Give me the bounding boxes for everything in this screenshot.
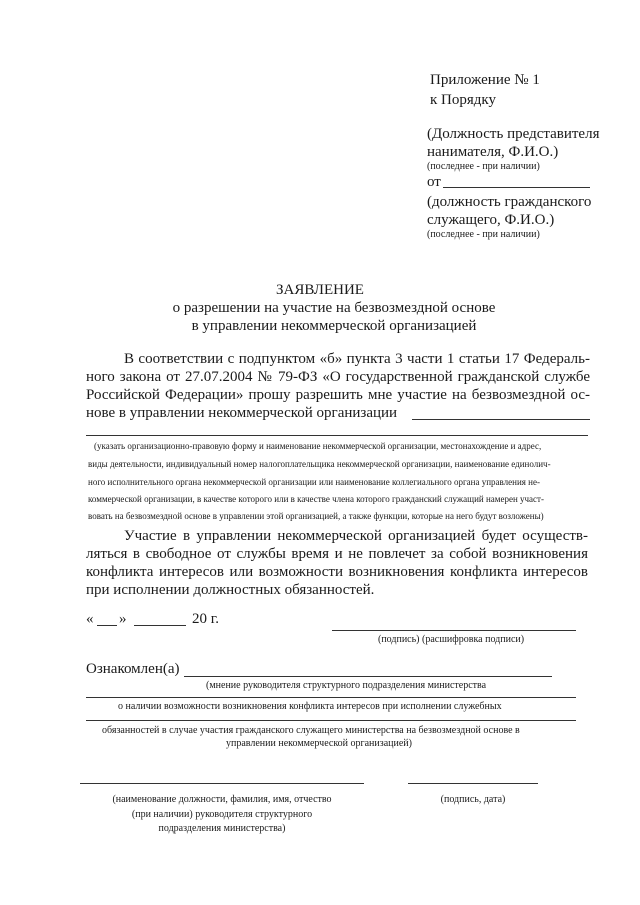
organization-blank-line-2 bbox=[86, 435, 588, 436]
servant-note: (последнее - при наличии) bbox=[427, 229, 540, 240]
employer-rep-line-1: (Должность представителя bbox=[427, 126, 600, 142]
paragraph-1-line-3: Российской Федерации» прошу разрешить мне участие на безвозмездной ос- bbox=[86, 387, 590, 403]
employer-rep-line-2: нанимателя, Ф.И.О.) bbox=[427, 144, 559, 160]
organization-hint-line-5: вовать на безвозмездной основе в управлении этой организацией, а также функции, которые на него будут возложены) bbox=[88, 511, 544, 521]
paragraph-2-line-2: ляться в свободное от службы время и не повлечет за собой возникновения bbox=[86, 546, 588, 562]
signature-hint: (подпись) (расшифровка подписи) bbox=[378, 634, 525, 645]
head-name-hint-3: подразделения министерства) bbox=[158, 823, 286, 834]
signature-blank-line bbox=[332, 630, 576, 631]
acquainted-hint-3: обязанностей в случае участия гражданского служащего министерства на безвозмездной основе в bbox=[102, 725, 520, 736]
organization-hint-line-3: ного исполнительного органа некоммерческой организации или наименование коллегиального органа управления не- bbox=[88, 477, 540, 487]
employer-rep-note: (последнее - при наличии) bbox=[427, 161, 540, 172]
order-label: к Порядку bbox=[430, 92, 496, 108]
paragraph-2-line-3: конфликта интересов или возможности возникновения конфликта интересов bbox=[86, 564, 588, 580]
date-year: 20 г. bbox=[192, 611, 219, 627]
acquainted-hint-4: управлении некоммерческой организацией) bbox=[226, 738, 412, 749]
acquainted-label: Ознакомлен(а) bbox=[86, 661, 180, 677]
organization-blank-line bbox=[412, 419, 590, 420]
paragraph-1-line-1: В соответствии с подпунктом «б» пункта 3 части 1 статьи 17 Федераль- bbox=[124, 351, 590, 367]
from-label: от bbox=[427, 174, 441, 190]
servant-line-1: (должность гражданского bbox=[427, 194, 592, 210]
document-title: ЗАЯВЛЕНИЕ bbox=[276, 282, 364, 298]
organization-hint-line-1: (указать организационно-правовую форму и наименование некоммерческой организации, местонахождение и адрес, bbox=[94, 441, 542, 451]
paragraph-2-line-4: при исполнении должностных обязанностей. bbox=[86, 582, 375, 598]
date-day-blank bbox=[97, 625, 117, 626]
head-name-blank-line bbox=[80, 783, 364, 784]
acquainted-hint-1: (мнение руководителя структурного подразделения министерства bbox=[206, 680, 487, 691]
organization-hint-line-2: виды деятельности, индивидуальный номер налогоплательщика некоммерческой организации, наименование единолич- bbox=[88, 459, 551, 469]
head-name-hint-2: (при наличии) руководителя структурного bbox=[131, 809, 313, 820]
paragraph-1-line-4: нове в управлении некоммерческой организации bbox=[86, 405, 398, 421]
document-subtitle-2: в управлении некоммерческой организацией bbox=[191, 318, 477, 334]
acquainted-blank-line bbox=[184, 676, 552, 677]
acquainted-hint-2: о наличии возможности возникновения конфликта интересов при исполнении служебных bbox=[118, 701, 502, 712]
document-subtitle-1: о разрешении на участие на безвозмездной основе bbox=[172, 300, 496, 316]
date-close-quote: » bbox=[119, 611, 127, 627]
servant-line-2: служащего, Ф.И.О.) bbox=[427, 212, 555, 228]
acquainted-blank-line-3 bbox=[86, 720, 576, 721]
date-month-blank bbox=[134, 625, 186, 626]
organization-hint-line-4: коммерческой организации, в качестве которого или в качестве члена которого гражданский служащий намерен участ- bbox=[88, 494, 544, 504]
head-signature-blank-line bbox=[408, 783, 538, 784]
date-open-quote: « bbox=[86, 611, 94, 627]
acquainted-blank-line-2 bbox=[86, 697, 576, 698]
head-name-hint-1: (наименование должности, фамилия, имя, отчество bbox=[112, 794, 332, 805]
head-signature-hint: (подпись, дата) bbox=[440, 794, 506, 805]
paragraph-1-line-2: ного закона от 27.07.2004 № 79-ФЗ «О государственной гражданской службе bbox=[86, 369, 590, 385]
paragraph-2-line-1: Участие в управлении некоммерческой организацией будет осуществ- bbox=[124, 528, 588, 544]
from-blank-line bbox=[443, 187, 590, 188]
appendix-label: Приложение № 1 bbox=[430, 72, 540, 88]
